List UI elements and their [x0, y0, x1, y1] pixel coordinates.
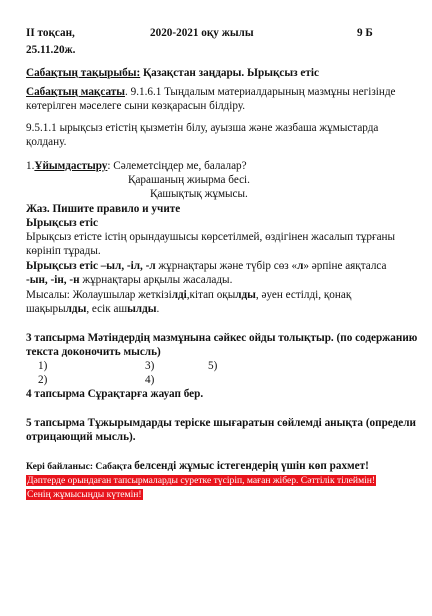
lesson-date: 25.11.20ж.	[26, 44, 76, 56]
rule-suffixes-1: Ырықсыз етіс –ыл, -іл, -л	[26, 260, 156, 272]
lesson-goal-line-4: қолдану.	[26, 136, 67, 148]
task-3-item-3: 3)	[145, 360, 155, 372]
example-suffix: лды	[65, 303, 87, 315]
organization-label: Ұйымдастыру	[34, 160, 108, 172]
example-part: шақыры	[26, 303, 66, 315]
lesson-goal-line-3: 9.5.1.1 ырықсыз етістің қызметін білу, ауызша және жазбаша жұмыстарда	[26, 122, 379, 134]
rule-suffixes-2: -ын, -ін, -н	[26, 274, 80, 286]
rule-suffix-line-2	[26, 274, 232, 287]
task-4: 4 тапсырма Сұрақтарға жауап бер.	[26, 388, 204, 400]
rule-text-line-2: көрініп тұрады.	[26, 245, 101, 257]
organization-number: 1.	[26, 160, 35, 172]
rule-suffix-text-2: жұрнақтары арқылы жасалады.	[79, 274, 233, 286]
organization-date: Қарашаның жиырма бесі.	[128, 174, 250, 186]
rule-suffix-text-1: жұрнақтары және түбір сөз «	[155, 260, 298, 272]
lesson-topic	[26, 67, 319, 80]
feedback-label: Кері байланыс: Сабақта	[26, 461, 135, 472]
homework-note-2	[26, 488, 143, 501]
example-part: , әуен естілді, қонақ	[255, 289, 352, 301]
example-part: ,кітап оқы	[186, 289, 236, 301]
goal-text-1: . 9.1.6.1 Тыңдалым материалдарының мазмұны негізінде	[125, 86, 396, 98]
rule-suffix-end-1: » әрпіне аяқталса	[303, 260, 387, 272]
task-5-line-2: отрицающий мысль).	[26, 431, 136, 443]
example-suffix: лды	[235, 289, 256, 301]
topic-label: Сабақтың тақырыбы:	[26, 67, 141, 79]
rule-suffix-line-1	[26, 260, 387, 273]
goal-label: Сабақтың мақсаты	[26, 86, 125, 98]
task-3-item-2: 2)	[38, 374, 48, 386]
task-3-item-1: 1)	[38, 360, 48, 372]
organization-greeting: : Сәлеметсіңдер ме, балалар?	[107, 160, 247, 172]
rule-instruction: Жаз. Пишите прaвило и учите	[26, 203, 181, 215]
task-3-line-2: текста доконочить мысль)	[26, 346, 161, 358]
task-3-item-5: 5)	[208, 360, 218, 372]
example-part: .	[156, 303, 160, 315]
example-suffix: лді	[171, 289, 187, 301]
task-3-line-1: 3 тапсырма Мәтіндердің мазмұнына сәйкес ойды толықтыр. (по содержанию	[26, 332, 418, 344]
rule-title: Ырықсыз етіс	[26, 217, 98, 229]
example-part: , есік аш	[86, 303, 128, 315]
school-year: 2020-2021 оқу жылы	[150, 27, 254, 39]
homework-note	[26, 474, 376, 487]
topic-value: Қазақстан заңдары. Ырықсыз етіс	[140, 67, 319, 79]
lesson-goal-line-2: көтерілген мәселеге сыни көзқарасын білдіру.	[26, 100, 246, 112]
example-part: Мысалы: Жолаушылар жеткізі	[26, 289, 172, 301]
rule-text-line-1: Ырықсыз етісте істің орындаушысы көрсетілмей, өздігінен жасалып тұрғаны	[26, 231, 396, 243]
example-suffix: ылды	[127, 303, 157, 315]
homework-waiting: Сенің жұмысыңды күтемін!	[27, 489, 142, 500]
rule-letter-l: л	[297, 260, 304, 272]
rule-example-line-2	[26, 303, 159, 316]
organization-line-1	[26, 160, 247, 173]
task-3-item-4: 4)	[145, 374, 155, 386]
feedback-line	[26, 460, 369, 473]
rule-example-line-1	[26, 289, 351, 302]
task-5-line-1: 5 тапсырма Тұжырымдарды теріске шығаратын сөйлемді анықта (определи	[26, 417, 416, 429]
lesson-goal-line-1	[26, 86, 396, 99]
quarter-label: II тоқсан,	[26, 27, 75, 39]
grade-label: 9 Б	[357, 27, 373, 39]
feedback-thanks: белсенді жұмыс істегендерің үшін көп рахмет!	[134, 460, 369, 472]
homework-instruction: Дәптерде орындаған тапсырмаларды суретке түсіріп, маған жібер. Сәттілік тілеймін!	[27, 475, 376, 486]
organization-mode: Қашықтық жұмысы.	[150, 188, 248, 200]
